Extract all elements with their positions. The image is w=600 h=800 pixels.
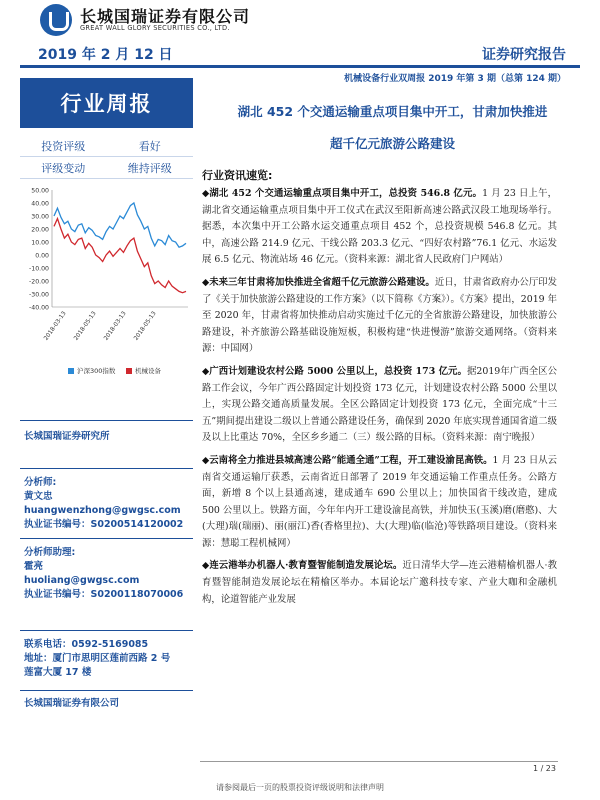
news-item [202,453,557,553]
left-divider [20,630,193,631]
left-divider [20,468,193,469]
y-tick-label: 10.00 [31,239,49,247]
report-headline [200,96,585,160]
news-body: 近日，甘肃省政府办公厅印发了《关于加快旅游公路建设的工作方案》（以下简称《方案》）。《方案》提出，2019 年至 2020 年，甘肃省将加快推动启动实施过千亿元的全省旅游公路建设，加快旅游公路建设，补齐旅游公路基础设施短板，积极构建“快进慢游”旅游交通网络。（资料来源：中国网） [202,276,557,355]
rating-table [20,135,193,179]
y-tick-label: -20.00 [29,278,49,286]
legend-swatch [68,368,74,374]
x-tick-label: 2018-03-13 [43,310,68,342]
y-tick-label: 20.00 [31,226,49,234]
analyst-email: huangwenzhong@gwgsc.com [24,505,181,516]
news-lead: ◆未来三年甘肃将加快推进全省超千亿元旅游公路建设。 [202,276,435,288]
rating-value: 看好 [138,139,161,153]
assistant-name: 霍亮 [24,561,44,572]
news-column [202,167,557,614]
contact-block [24,638,194,680]
news-item [202,558,557,608]
report-series: 机械设备行业双周报 2019 年第 3 期（总第 124 期） [344,74,566,84]
contact-phone: 联系电话：0592-5169085 [24,639,149,650]
company-name-en: GREAT WALL GLORY SECURITIES CO., LTD. [80,24,230,32]
y-tick-label: -10.00 [29,265,49,273]
news-lead: ◆连云港举办机器人·教育暨智能制造发展论坛。 [202,560,403,572]
left-divider [20,690,193,691]
x-tick-label: 2018-05-13 [133,310,158,342]
contact-address-cont: 莲富大厦 17 楼 [24,667,92,678]
news-lead: ◆广西计划建设农村公路 5000 公里以上，总投资 173 亿元。 [202,365,467,377]
series-line-1 [54,203,186,247]
news-lead: ◆云南将全力推进县城高速公路“能通全通”工程，开工建设渝昆高铁。 [202,454,493,466]
y-tick-label: 30.00 [31,213,49,221]
news-body: 据2019年广西全区公路工作会议，今年广西公路固定计划投资 173 亿元，计划建设农村公路 5000 公里以上，实现公路交通高质量发展。全区公路固定计划投资 173 亿元，全面完成“十三五”期间提出建设二级以上普通公路建设任务，确保到 2020 年底实现普通国省道二级及以上比重达 70%，全区乡乡通二（三）级公路的目标。（资料来源：南宁晚报） [202,365,557,444]
rating-row [20,135,193,157]
assistant-title: 分析师助理: [24,547,76,558]
report-type: 证券研究报告 [482,47,566,63]
news-item [202,186,557,269]
performance-chart [18,185,194,380]
rating-label: 评级变动 [41,161,86,175]
contact-company: 长城国瑞证券有限公司 [24,698,120,709]
series-line-2 [54,219,186,293]
news-item [202,364,557,447]
news-item [202,275,557,358]
header-rule [20,65,580,68]
performance-chart-svg [18,185,194,380]
company-logo-icon [40,4,72,36]
page-number: 1 / 23 [532,764,556,773]
y-tick-label: -40.00 [29,304,49,312]
left-divider [20,538,193,539]
news-lead: ◆湖北 452 个交通运输重点项目集中开工，总投资 546.8 亿元。 [202,188,483,199]
legend-label: 沪深300指数 [77,367,116,375]
rating-label: 投资评级 [41,139,86,153]
institute-name: 长城国瑞证券研究所 [24,431,110,442]
section-title: 行业资讯速览: [202,169,273,182]
news-body: 1 月 23 日上午，湖北省交通运输重点项目集中开工仪式在武汉至阳新高速公路武汉段工地现场举行。据悉，本次集中开工公路水运交通重点项目 452 个，总投资规模 546.8 亿元。其中，高速公路 214.9 亿元、干线公路 203.3 亿元、“四好农村路”76.1 亿元、水运发展 6.5 亿元、物流站场 46 亿元。（资料来源：湖北省人民政府门户网站） [202,188,557,266]
y-tick-label: -30.00 [29,291,49,299]
y-tick-label: 50.00 [31,187,49,195]
report-date: 2019 年 2 月 12 日 [38,47,173,63]
y-tick-label: 40.00 [31,200,49,208]
report-banner: 行业周报 [20,78,193,128]
analyst-block [24,476,194,532]
legend-label: 机械设备 [135,367,161,375]
analyst-title: 分析师: [24,477,57,488]
contact-address: 地址：厦门市思明区莲前西路 2 号 [24,653,171,664]
footer-disclaimer: 请参阅最后一页的股票投资评级说明和法律声明 [216,783,384,792]
y-tick-label: 0.00 [35,252,49,260]
analyst-name: 黄文忠 [24,491,53,502]
x-tick-label: 2018-03-13 [103,310,128,342]
left-divider [20,420,193,421]
rating-value: 维持评级 [127,161,172,175]
assistant-email: huoliang@gwgsc.com [24,575,140,586]
company-logo [40,2,310,38]
analyst-cert: 执业证书编号：S0200514120002 [24,519,184,530]
rating-row [20,157,193,179]
page-rule [200,761,558,762]
assistant-cert: 执业证书编号：S0200118070006 [24,589,184,600]
assistant-block [24,546,194,602]
news-body: 近日清华大学—连云港精榆机器人·教育暨智能制造发展论坛在精榆区举办。本届论坛广邀科技专家、产业大咖和金融机构，论道智能产业发展 [202,560,557,605]
news-body: 1 月 23 日从云南省交通运输厅获悉，云南省近日部署了 2019 年交通运输工作重点任务。公路方面，新增 8 个以上县通高速，建成通车 690 公里以上；加快国省干线改造，建成 500 公里以上。铁路方面，今年年内开工建设渝昆高铁，并加快玉(玉溪)磨(磨憨)、大(大理)瑞(瑞丽)、丽(丽江)香(香格里拉)、大(大理)临(临沧)等铁路项目建设。（资料来源：慧聪工程机械网） [202,454,557,549]
x-tick-label: 2018-05-13 [73,310,98,342]
headline-line-1: 湖北 452 个交通运输重点项目集中开工，甘肃加快推进 [237,104,548,119]
company-name-cn: 长城国瑞证券有限公司 [80,7,251,26]
legend-swatch [126,368,132,374]
headline-line-2: 超千亿元旅游公路建设 [329,136,455,151]
